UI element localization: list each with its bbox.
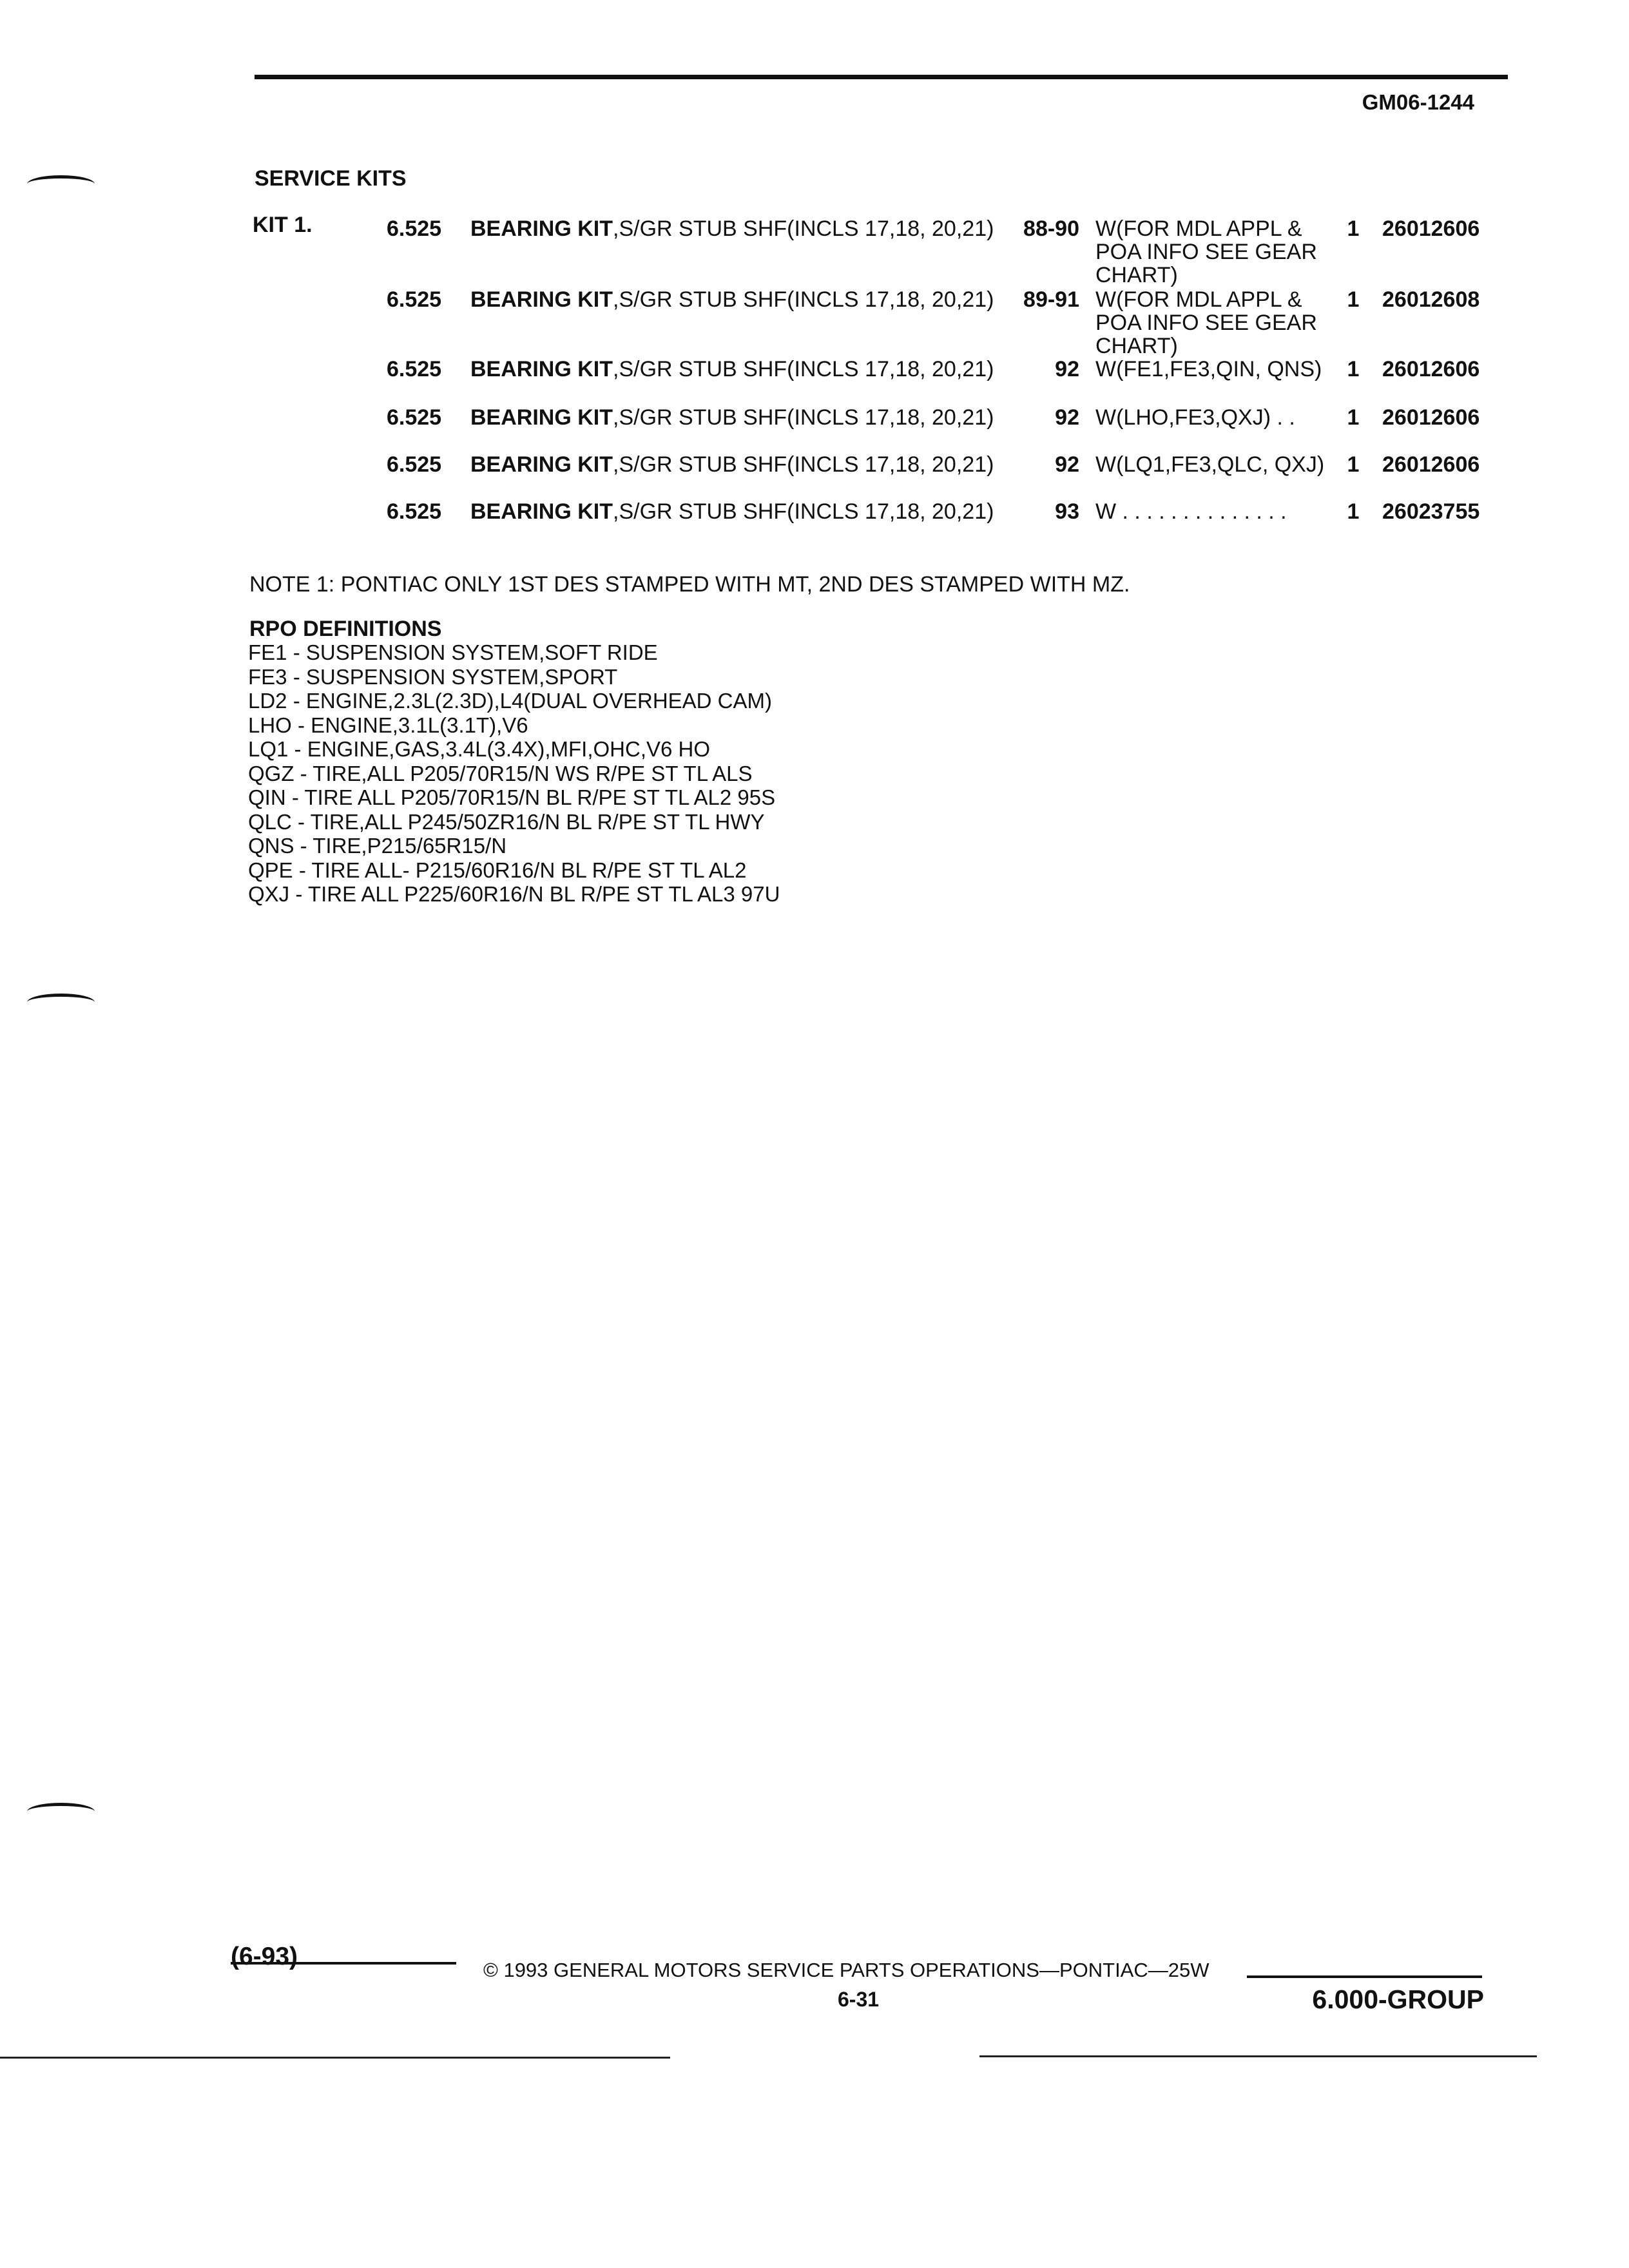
rpo-definitions <box>248 640 780 907</box>
footer-date-code: (6-93) <box>231 1943 298 1970</box>
part-number: 26012608 <box>1382 287 1480 312</box>
part-number: 26012606 <box>1382 405 1480 430</box>
footer-rule-right <box>1247 1975 1482 1978</box>
group-number: 6.525 <box>387 357 442 381</box>
quantity: 1 <box>1347 499 1360 524</box>
part-name: BEARING KIT <box>470 499 613 524</box>
part-detail: ,S/GR STUB SHF(INCLS 17,18, 20,21) <box>613 499 994 524</box>
binder-hole-mark <box>27 175 95 193</box>
model-years: 92 <box>1055 405 1079 430</box>
model-years: 89-91 <box>1023 287 1079 312</box>
part-description <box>470 406 999 429</box>
rpo-item: LHO - ENGINE,3.1L(3.1T),V6 <box>248 713 528 737</box>
application: W(FE1,FE3,QIN, QNS) <box>1095 357 1322 381</box>
part-description <box>470 358 999 381</box>
rpo-item: QIN - TIRE ALL P205/70R15/N BL R/PE ST TL AL2 95S <box>248 785 776 809</box>
quantity: 1 <box>1347 405 1360 430</box>
group-number: 6.525 <box>387 405 442 430</box>
rpo-item: QXJ - TIRE ALL P225/60R16/N BL R/PE ST TL AL3 97U <box>248 882 780 906</box>
quantity: 1 <box>1347 357 1360 381</box>
part-detail: ,S/GR STUB SHF(INCLS 17,18, 20,21) <box>613 287 994 312</box>
rpo-item: LQ1 - ENGINE,GAS,3.4L(3.4X),MFI,OHC,V6 HO <box>248 737 711 761</box>
part-detail: ,S/GR STUB SHF(INCLS 17,18, 20,21) <box>613 357 994 381</box>
model-years: 92 <box>1055 452 1079 477</box>
application: W . . . . . . . . . . . . . . <box>1095 499 1287 524</box>
binder-hole-mark <box>27 1803 95 1820</box>
footer-group: 6.000-GROUP <box>1312 1984 1484 2014</box>
part-detail: ,S/GR STUB SHF(INCLS 17,18, 20,21) <box>613 452 994 477</box>
application: W(FOR MDL APPL & POA INFO SEE GEAR CHART) <box>1095 216 1317 287</box>
part-name: BEARING KIT <box>470 216 613 241</box>
part-name: BEARING KIT <box>470 405 613 430</box>
note-text: NOTE 1: PONTIAC ONLY 1ST DES STAMPED WITH MT, 2ND DES STAMPED WITH MZ. <box>249 572 1130 597</box>
rpo-item: QPE - TIRE ALL- P215/60R16/N BL R/PE ST TL AL2 <box>248 858 747 882</box>
part-description <box>470 288 999 311</box>
part-description <box>470 500 999 523</box>
bottom-rule-left <box>0 2057 670 2059</box>
doc-id: GM06-1244 <box>1362 90 1474 114</box>
rpo-title: RPO DEFINITIONS <box>249 617 442 641</box>
part-description <box>470 217 999 240</box>
bottom-rule-right <box>979 2055 1537 2057</box>
part-number: 26023755 <box>1382 499 1480 524</box>
footer-copyright: © 1993 GENERAL MOTORS SERVICE PARTS OPERATIONS—PONTIAC—25W <box>483 1959 1210 1981</box>
part-name: BEARING KIT <box>470 357 613 381</box>
part-detail: ,S/GR STUB SHF(INCLS 17,18, 20,21) <box>613 405 994 430</box>
rpo-item: FE1 - SUSPENSION SYSTEM,SOFT RIDE <box>248 640 658 664</box>
rpo-item: QNS - TIRE,P215/65R15/N <box>248 834 507 858</box>
rpo-item: QLC - TIRE,ALL P245/50ZR16/N BL R/PE ST TL HWY <box>248 809 765 834</box>
quantity: 1 <box>1347 452 1360 477</box>
group-number: 6.525 <box>387 452 442 477</box>
binder-hole-mark <box>27 994 95 1011</box>
model-years: 93 <box>1055 499 1079 524</box>
rpo-item: QGZ - TIRE,ALL P205/70R15/N WS R/PE ST TL ALS <box>248 761 753 785</box>
application: W(FOR MDL APPL & POA INFO SEE GEAR CHART) <box>1095 287 1317 358</box>
model-years: 88-90 <box>1023 216 1079 241</box>
section-title: SERVICE KITS <box>255 166 407 191</box>
top-rule <box>255 75 1508 79</box>
group-number: 6.525 <box>387 287 442 312</box>
group-number: 6.525 <box>387 499 442 524</box>
rpo-item: LD2 - ENGINE,2.3L(2.3D),L4(DUAL OVERHEAD CAM) <box>248 689 772 713</box>
application: W(LHO,FE3,QXJ) . . <box>1095 405 1295 430</box>
application: W(LQ1,FE3,QLC, QXJ) <box>1095 452 1325 477</box>
part-detail: ,S/GR STUB SHF(INCLS 17,18, 20,21) <box>613 216 994 241</box>
part-number: 26012606 <box>1382 357 1480 381</box>
part-number: 26012606 <box>1382 452 1480 477</box>
part-name: BEARING KIT <box>470 287 613 312</box>
part-description <box>470 453 999 476</box>
quantity: 1 <box>1347 216 1360 241</box>
page-number: 6-31 <box>838 1988 880 2011</box>
kit-label: KIT 1. <box>253 213 313 237</box>
quantity: 1 <box>1347 287 1360 312</box>
group-number: 6.525 <box>387 216 442 241</box>
model-years: 92 <box>1055 357 1079 381</box>
part-name: BEARING KIT <box>470 452 613 477</box>
rpo-item: FE3 - SUSPENSION SYSTEM,SPORT <box>248 664 618 689</box>
part-number: 26012606 <box>1382 216 1480 241</box>
